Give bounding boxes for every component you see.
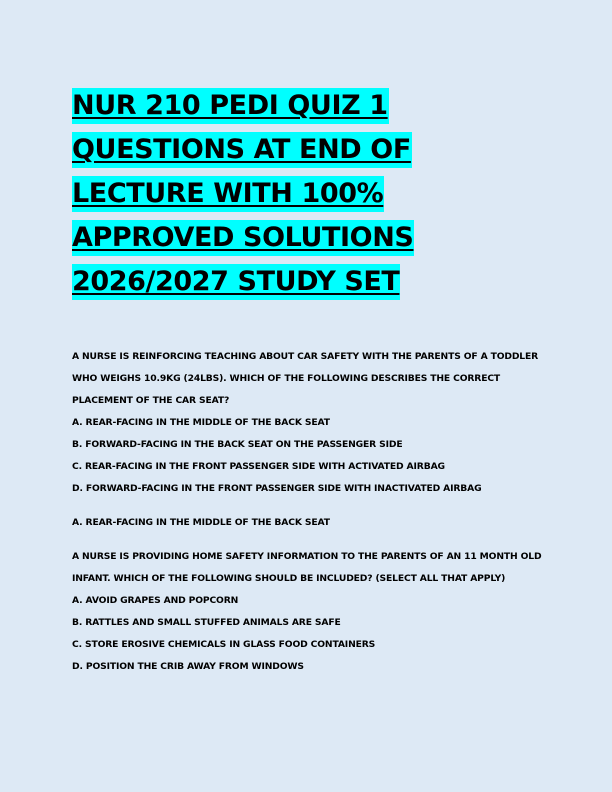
answer-option-a: A. REAR-FACING IN THE MIDDLE OF THE BACK SEAT <box>72 417 330 428</box>
title-text: LECTURE WITH 100% <box>72 176 384 212</box>
question-stem-line: A NURSE IS REINFORCING TEACHING ABOUT CAR SAFETY WITH THE PARENTS OF A TODDLER <box>72 351 539 362</box>
title-text: 2026/2027 STUDY SET <box>72 264 400 300</box>
question-stem-line: INFANT. WHICH OF THE FOLLOWING SHOULD BE INCLUDED? (SELECT ALL THAT APPLY) <box>72 573 506 584</box>
question-stem-line: WHO WEIGHS 10.9KG (24LBS). WHICH OF THE FOLLOWING DESCRIBES THE CORRECT <box>72 373 501 384</box>
title-text: APPROVED SOLUTIONS <box>72 220 414 256</box>
answer-option-d: D. FORWARD-FACING IN THE FRONT PASSENGER SIDE WITH INACTIVATED AIRBAG <box>72 483 482 494</box>
title-line <box>72 216 542 260</box>
answer-option-d: D. POSITION THE CRIB AWAY FROM WINDOWS <box>72 661 304 672</box>
question-stem-line: PLACEMENT OF THE CAR SEAT? <box>72 395 230 406</box>
answer-option-b: B. FORWARD-FACING IN THE BACK SEAT ON THE PASSENGER SIDE <box>72 439 403 450</box>
title-text: QUESTIONS AT END OF <box>72 132 412 168</box>
document-title <box>72 84 542 304</box>
question-2 <box>72 546 552 678</box>
question-1-answer <box>72 512 552 534</box>
question-stem-line: A NURSE IS PROVIDING HOME SAFETY INFORMATION TO THE PARENTS OF AN 11 MONTH OLD <box>72 551 542 562</box>
title-line <box>72 128 542 172</box>
answer-option-a: A. AVOID GRAPES AND POPCORN <box>72 595 239 606</box>
title-line <box>72 172 542 216</box>
answer-option-b: B. RATTLES AND SMALL STUFFED ANIMALS ARE SAFE <box>72 617 341 628</box>
title-text: NUR 210 PEDI QUIZ 1 <box>72 88 389 124</box>
correct-answer: A. REAR-FACING IN THE MIDDLE OF THE BACK SEAT <box>72 517 330 528</box>
answer-option-c: C. STORE EROSIVE CHEMICALS IN GLASS FOOD CONTAINERS <box>72 639 376 650</box>
title-line <box>72 260 542 304</box>
question-1 <box>72 346 552 500</box>
title-line <box>72 84 542 128</box>
answer-option-c: C. REAR-FACING IN THE FRONT PASSENGER SIDE WITH ACTIVATED AIRBAG <box>72 461 445 472</box>
